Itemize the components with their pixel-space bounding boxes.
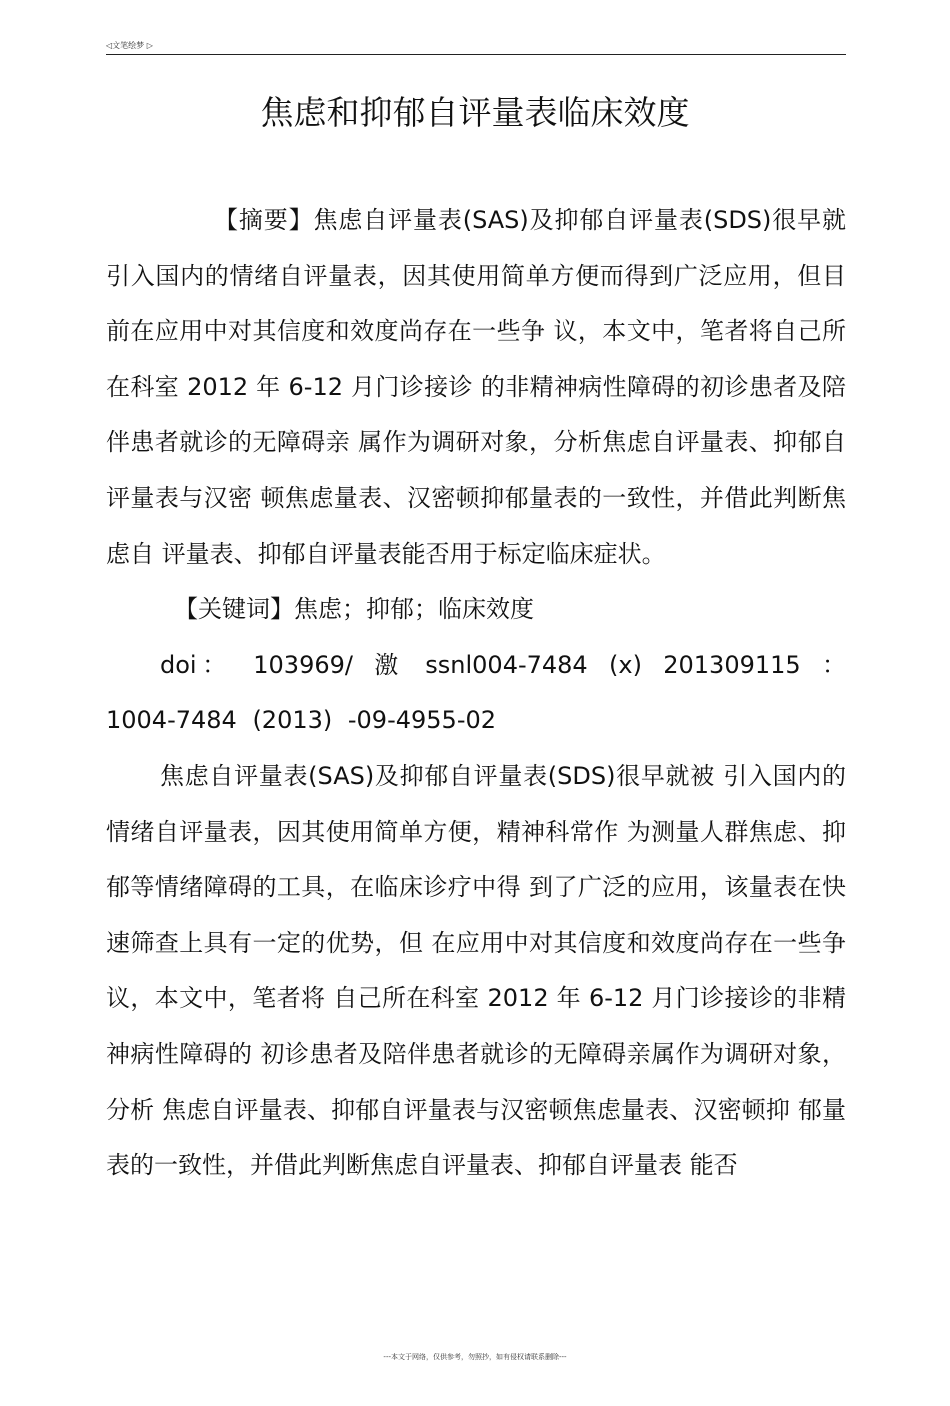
body-paragraph: 焦虑自评量表(SAS)及抑郁自评量表(SDS)很早就被 引入国内的情绪自评量表，因其使用简单方便，精神科常作 为测量人群焦虑、抑郁等情绪障碍的工具，在临床诊疗中得 到了广泛的应用，该量表在快速筛查上具有一定的优势，但 在应用中对其信度和效度尚存在一些争议，本文中，笔者将 自己所在科室 2012 年 6-12 月门诊接诊的非精神病性障碍的 初诊患者及陪伴患者就诊的无障碍亲属作为调研对象，分析 焦虑自评量表、抑郁自评量表与汉密顿焦虑量表、汉密顿抑 郁量表的一致性，并借此判断焦虑自评量表、抑郁自评量表 能否 [106, 761, 846, 1180]
doi-text: 103969/ 激 ssnl004-7484 (x) 201309115 ：1004-7484 (2013) -09-4955-02 [106, 650, 846, 735]
doi-paragraph [106, 638, 846, 749]
page-footer: ---本文于网络，仅供参考，勿照抄，如有侵权请联系删除--- [383, 1353, 567, 1361]
page-header [106, 40, 846, 55]
abstract-label: 【摘要】 [214, 206, 314, 234]
right-triangle-icon: ▷ [146, 41, 153, 50]
document-title: 焦虑和抑郁自评量表临床效度 [260, 93, 690, 132]
doi-label: doi： [160, 650, 232, 679]
document-body [106, 193, 846, 1194]
header-brand: 文笔绘梦 [112, 41, 145, 50]
keywords-label: 【关键词】 [174, 595, 294, 624]
abstract-text: 焦虑自评量表(SAS)及抑郁自评量表(SDS)很早就引入国内的情绪自评量表，因其使用简单方便而得到广泛应用，但目前在应用中对其信度和效度尚存在一些争 议，本文中，笔者将自己所在科室 2012 年 6-12 月门诊接诊 的非精神病性障碍的初诊患者及陪伴患者就诊的无障碍亲 属作为调研对象，分析焦虑自评量表、抑郁自评量表与汉密 顿焦虑量表、汉密顿抑郁量表的一致性，并借此判断焦虑自 评量表、抑郁自评量表能否用于标定临床症状。 [106, 206, 847, 568]
keywords-paragraph [106, 582, 846, 638]
keywords-text: 焦虑；抑郁；临床效度 [294, 595, 534, 624]
left-triangle-icon: ◁ [106, 41, 113, 50]
abstract-paragraph [106, 193, 846, 582]
